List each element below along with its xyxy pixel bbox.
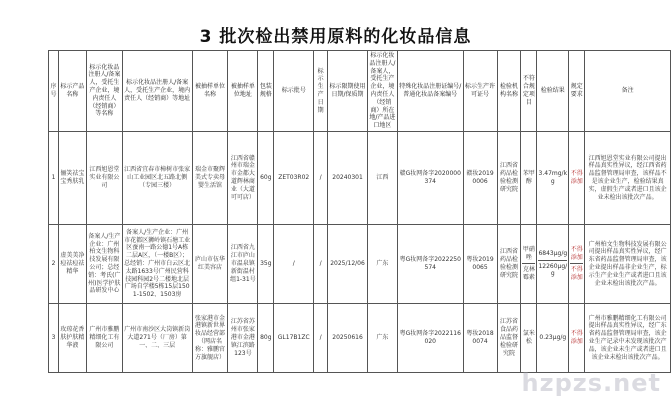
batch-number: GL17B1ZC bbox=[274, 303, 314, 372]
license-number: 粤妆20180074 bbox=[463, 303, 497, 372]
production-date: / bbox=[314, 224, 328, 303]
failed-item: 氯米松 bbox=[521, 303, 537, 372]
product-name: 俪笑祛宝宝秀肤乳 bbox=[58, 131, 86, 224]
table-header-row bbox=[49, 51, 671, 132]
remark: 广州柏文生物科技发展有限公司提出样品真实性异议，经广东省药品监督管理局审查，该企业提出样品非企业生产，标示生产企业生产或者进口且该企业未检出该批次产品。 bbox=[585, 224, 671, 303]
row-number: 2 bbox=[49, 224, 59, 303]
batch-number: ZET03R02 bbox=[274, 131, 314, 224]
production-date: / bbox=[314, 131, 328, 224]
header-cell: 标示生产日期 bbox=[314, 51, 328, 132]
row-number: 1 bbox=[49, 131, 59, 224]
table-row bbox=[49, 303, 671, 372]
header-cell: 检验机构名称 bbox=[497, 51, 521, 132]
package-spec: 60g bbox=[258, 131, 274, 224]
package-spec: 80g bbox=[258, 303, 274, 372]
company-name: 江西旭恩堂实业有限公司 bbox=[86, 131, 122, 224]
header-cell: 标示化妆品注册人/备案人，受托生产企业，境内责任人（经销商）等名称 bbox=[86, 51, 122, 132]
lab-name: 江苏省食品药品监督检验研究院 bbox=[497, 303, 521, 372]
header-cell: 不符合规定项目 bbox=[521, 51, 537, 132]
lab-name: 江西省药品检验检测研究院 bbox=[497, 131, 521, 224]
requirement: 不得添加 bbox=[569, 303, 585, 372]
company-address: 广州市南沙区大岗镇新岗大道271号（厂房）第一、二、三层 bbox=[122, 303, 192, 372]
lab-name: 江西省药品检验检测研究院 bbox=[497, 224, 521, 303]
company-address: 江西省宜春市樟树市张家山工业园区北五路北侧（专园三楼） bbox=[122, 131, 192, 224]
failed-item: 苯甲醇 bbox=[521, 131, 537, 224]
test-result-2: 12260μg/g bbox=[538, 260, 567, 279]
page-title: 3 批次检出禁用原料的化妆品信息 bbox=[199, 27, 472, 47]
header-cell: 标示限期使用日期/保质期 bbox=[328, 51, 368, 132]
failed-item-2: 克林霉素 bbox=[522, 263, 535, 282]
watermark: hzpzs.net bbox=[521, 369, 661, 397]
company-address: 备案人/生产企业：广州市花都区狮岭镇石塘工业区蚕南一路公德1号A栋二层A区，（一楼B区）；总经销：广州市白云区北太路1633号广州民营科技园科园2号二楼地北层广场自学楼5栋15层1501-1502、1503房 bbox=[122, 224, 192, 303]
header-cell: 包装规格 bbox=[258, 51, 274, 132]
expiry-date: 20250616 bbox=[328, 303, 368, 372]
header-cell: 标示产品名称 bbox=[58, 51, 86, 132]
sampled-address: 江西省九江市庐山市温泉镇新街温村组1-31号 bbox=[228, 224, 258, 303]
header-cell: 规定要求 bbox=[569, 51, 585, 132]
record-number: 粤G妆网备字2022250574 bbox=[397, 224, 463, 303]
license-number: 赣妆20190006 bbox=[463, 131, 497, 224]
row-number: 3 bbox=[49, 303, 59, 372]
requirement-1: 不得添加 bbox=[570, 245, 583, 261]
test-result: 0.23μg/g bbox=[537, 303, 569, 372]
header-cell: 标示化妆品注册人/备案人，受托生产企业，境内责任人（经销商）等地址 bbox=[122, 51, 192, 132]
expiry-date: 20240301 bbox=[328, 131, 368, 224]
product-name: 玫琼花香肤护肤精华液 bbox=[58, 303, 86, 372]
sampled-unit: 庐山市伍华红美容店 bbox=[192, 224, 228, 303]
expiry-date: 2025/12/06 bbox=[328, 224, 368, 303]
table-row bbox=[49, 131, 671, 224]
requirement-2: 不得添加 bbox=[570, 263, 583, 282]
failed-item-1: 甲硝唑 bbox=[522, 245, 535, 261]
test-result: 3.47mg/kg bbox=[537, 131, 569, 224]
record-number: 赣G妆网备字2020000374 bbox=[397, 131, 463, 224]
region: 江西 bbox=[367, 131, 397, 224]
header-cell: 标示批号 bbox=[274, 51, 314, 132]
banned-ingredients-table bbox=[48, 50, 671, 373]
region: 广东 bbox=[367, 224, 397, 303]
sampled-address: 江西省赣州市瑞金市金都大道辉林商业（大道可可店） bbox=[228, 131, 258, 224]
requirement: 不得添加 bbox=[569, 131, 585, 224]
production-date: / bbox=[314, 303, 328, 372]
record-number: 粤G妆网备字2022116020 bbox=[397, 303, 463, 372]
sampled-address: 江苏省苏州市张家港市金港镇江滨路123号 bbox=[228, 303, 258, 372]
header-cell: 备注 bbox=[585, 51, 671, 132]
region: 广东 bbox=[367, 303, 397, 372]
table-row bbox=[49, 224, 671, 303]
test-result-1: 6843μg/g bbox=[538, 249, 568, 257]
product-name: 虚美美净痘祛痘祛精华 bbox=[58, 224, 86, 303]
batch-number: / bbox=[274, 224, 314, 303]
header-cell: 被抽样单位地址 bbox=[228, 51, 258, 132]
header-cell: 标示化妆品注册人/备案人，受托生产企业，境内责任人（经销商）所在地/产品进口地区 bbox=[367, 51, 397, 132]
header-cell: 被抽样单位名称 bbox=[192, 51, 228, 132]
requirement bbox=[569, 224, 585, 303]
test-result bbox=[537, 224, 569, 303]
header-cell: 标示生产许可证号 bbox=[463, 51, 497, 132]
header-cell: 特殊化妆品注册证编号/普通化妆品备案编号 bbox=[397, 51, 463, 132]
company-name: 备案人/生产企业：广州柏文生物科技发展有限公司；总经销：考氏(广州)医学护肤品研发中心 bbox=[86, 224, 122, 303]
package-spec: 35g bbox=[258, 224, 274, 303]
license-number: 粤妆20190065 bbox=[463, 224, 497, 303]
failed-item bbox=[521, 224, 537, 303]
remark: 江西旭恩堂实业有限公司提出样品真实性异议，经江西省药品监督管理局审查，该样品不是该企业生产，检验结果真实，虚假生产或者进口且该企业未检出该批次产品。 bbox=[585, 131, 671, 224]
remark: 广州市雅鹏精细化工有限公司提出样品真实性异议，经广东省药品监督管理局审查，该企业生产记录中未发现该批次产品，该企业未生产或者进口且该企业未检出该批次产品。 bbox=[585, 303, 671, 372]
company-name: 广州市雅鹏精细化工有限公司 bbox=[86, 303, 122, 372]
header-cell: 检验结果 bbox=[537, 51, 569, 132]
header-cell: 序号 bbox=[49, 51, 59, 132]
sampled-unit: 张家港市金港镇新世界妆品经营部（网店名称：雅鹏官方旗舰店） bbox=[192, 303, 228, 372]
sampled-unit: 瑞金市聚辉美式专卖母婴生活馆 bbox=[192, 131, 228, 224]
